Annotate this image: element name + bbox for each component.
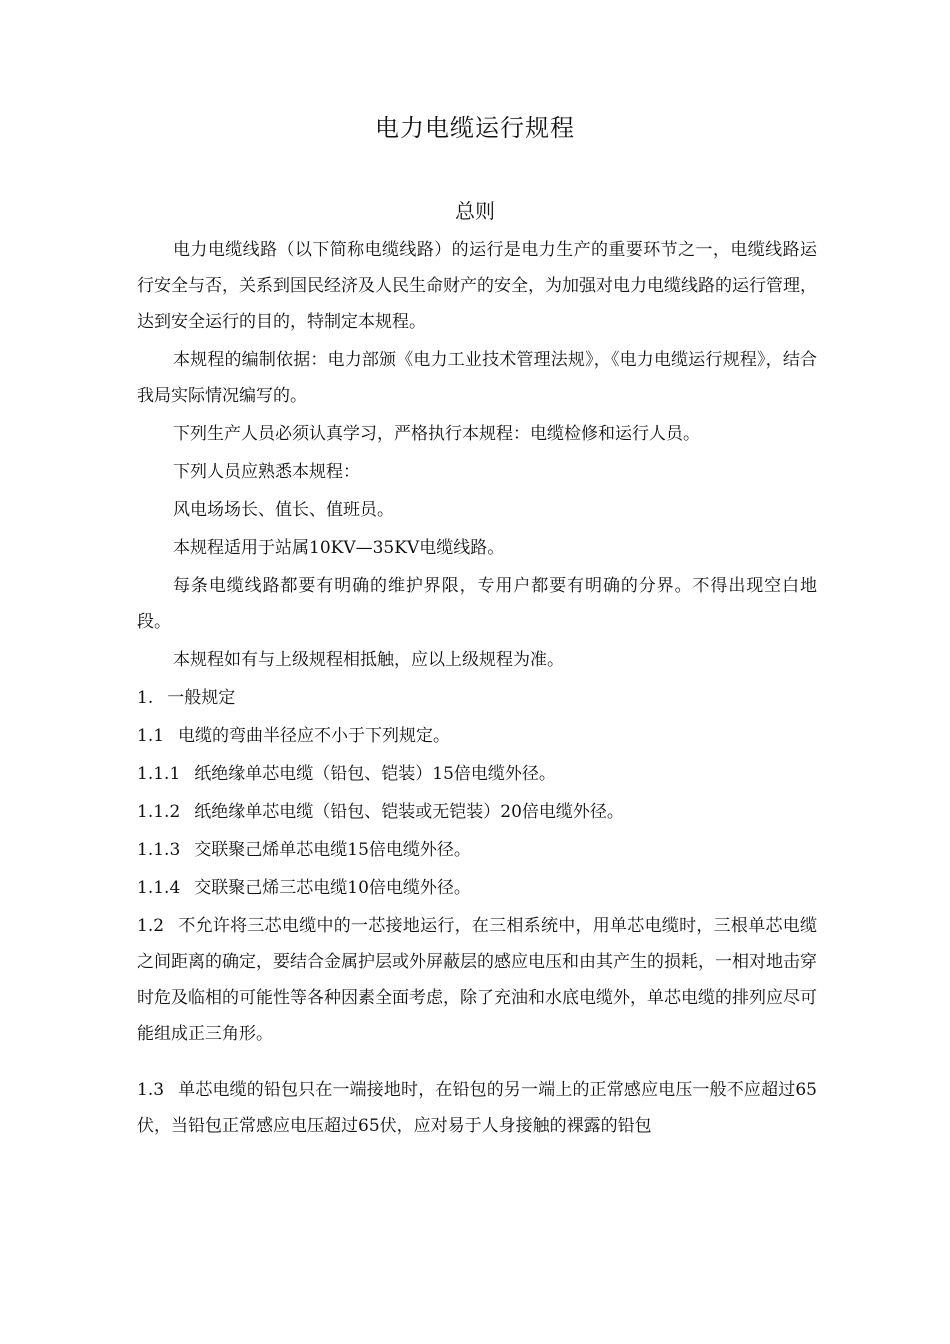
clause [137, 870, 817, 906]
document-title: 电力电缆运行规程 [375, 114, 575, 142]
section-heading: 总则 [455, 199, 495, 223]
clause [137, 680, 817, 716]
clause [137, 1072, 817, 1144]
paragraph: 本规程适用于站属10KV—35KV电缆线路。 [173, 538, 505, 558]
clause-text: 电缆的弯曲半径应不小于下列规定。 [178, 726, 451, 746]
paragraph: 风电场场长、值长、值班员。 [173, 500, 394, 520]
clause [137, 718, 817, 754]
clause [137, 908, 817, 1052]
clause-number: 1.1 [137, 726, 165, 746]
paragraph: 电力电缆线路（以下简称电缆线路）的运行是电力生产的重要环节之一，电缆线路运行安全与否，关系到国民经济及人民生命财产的安全，为加强对电力电缆线路的运行管理，达到安全运行的目的，特制定本规程。 [137, 240, 817, 332]
clause-number: 1.2 [137, 916, 165, 936]
paragraph: 下列人员应熟悉本规程： [173, 462, 360, 482]
clause-text: 纸绝缘单芯电缆（铅包、铠装或无铠装）20倍电缆外径。 [194, 802, 624, 822]
clause-number: 1.1.1 [137, 764, 181, 784]
clause-number: 1.1.4 [137, 878, 181, 898]
paragraph: 下列生产人员必须认真学习，严格执行本规程：电缆检修和运行人员。 [173, 424, 700, 444]
clause-number: 1.1.2 [137, 802, 181, 822]
clause-text: 一般规定 [167, 688, 236, 708]
clause-number: 1.3 [137, 1080, 165, 1100]
clause-text: 不允许将三芯电缆中的一芯接地运行，在三相系统中，用单芯电缆时，三根单芯电缆之间距离的确定，要结合金属护层或外屏蔽层的感应电压和由其产生的损耗，一相对地击穿时危及临相的可能性等各种因素全面考虑，除了充油和水底电缆外，单芯电缆的排列应尽可能组成正三角形。 [137, 916, 817, 1044]
clause [137, 794, 817, 830]
clause-number: 1.1.3 [137, 840, 181, 860]
clause-text: 交联聚己烯三芯电缆10倍电缆外径。 [194, 878, 471, 898]
paragraph: 本规程的编制依据：电力部颁《电力工业技术管理法规》，《电力电缆运行规程》，结合我局实际情况编写的。 [137, 350, 817, 406]
clause [137, 832, 817, 868]
clause [137, 756, 817, 792]
document-body [137, 232, 817, 1146]
clause-text: 纸绝缘单芯电缆（铅包、铠装）15倍电缆外径。 [194, 764, 556, 784]
paragraph: 本规程如有与上级规程相抵触，应以上级规程为准。 [173, 650, 564, 670]
clause-text: 交联聚己烯单芯电缆15倍电缆外径。 [194, 840, 471, 860]
clause-text: 单芯电缆的铅包只在一端接地时，在铅包的另一端上的正常感应电压一般不应超过65伏，当铅包正常感应电压超过65伏，应对易于人身接触的裸露的铅包 [137, 1080, 817, 1136]
paragraph: 每条电缆线路都要有明确的维护界限，专用户都要有明确的分界。不得出现空白地段。 [137, 576, 817, 632]
clause-number: 1. [137, 688, 154, 708]
